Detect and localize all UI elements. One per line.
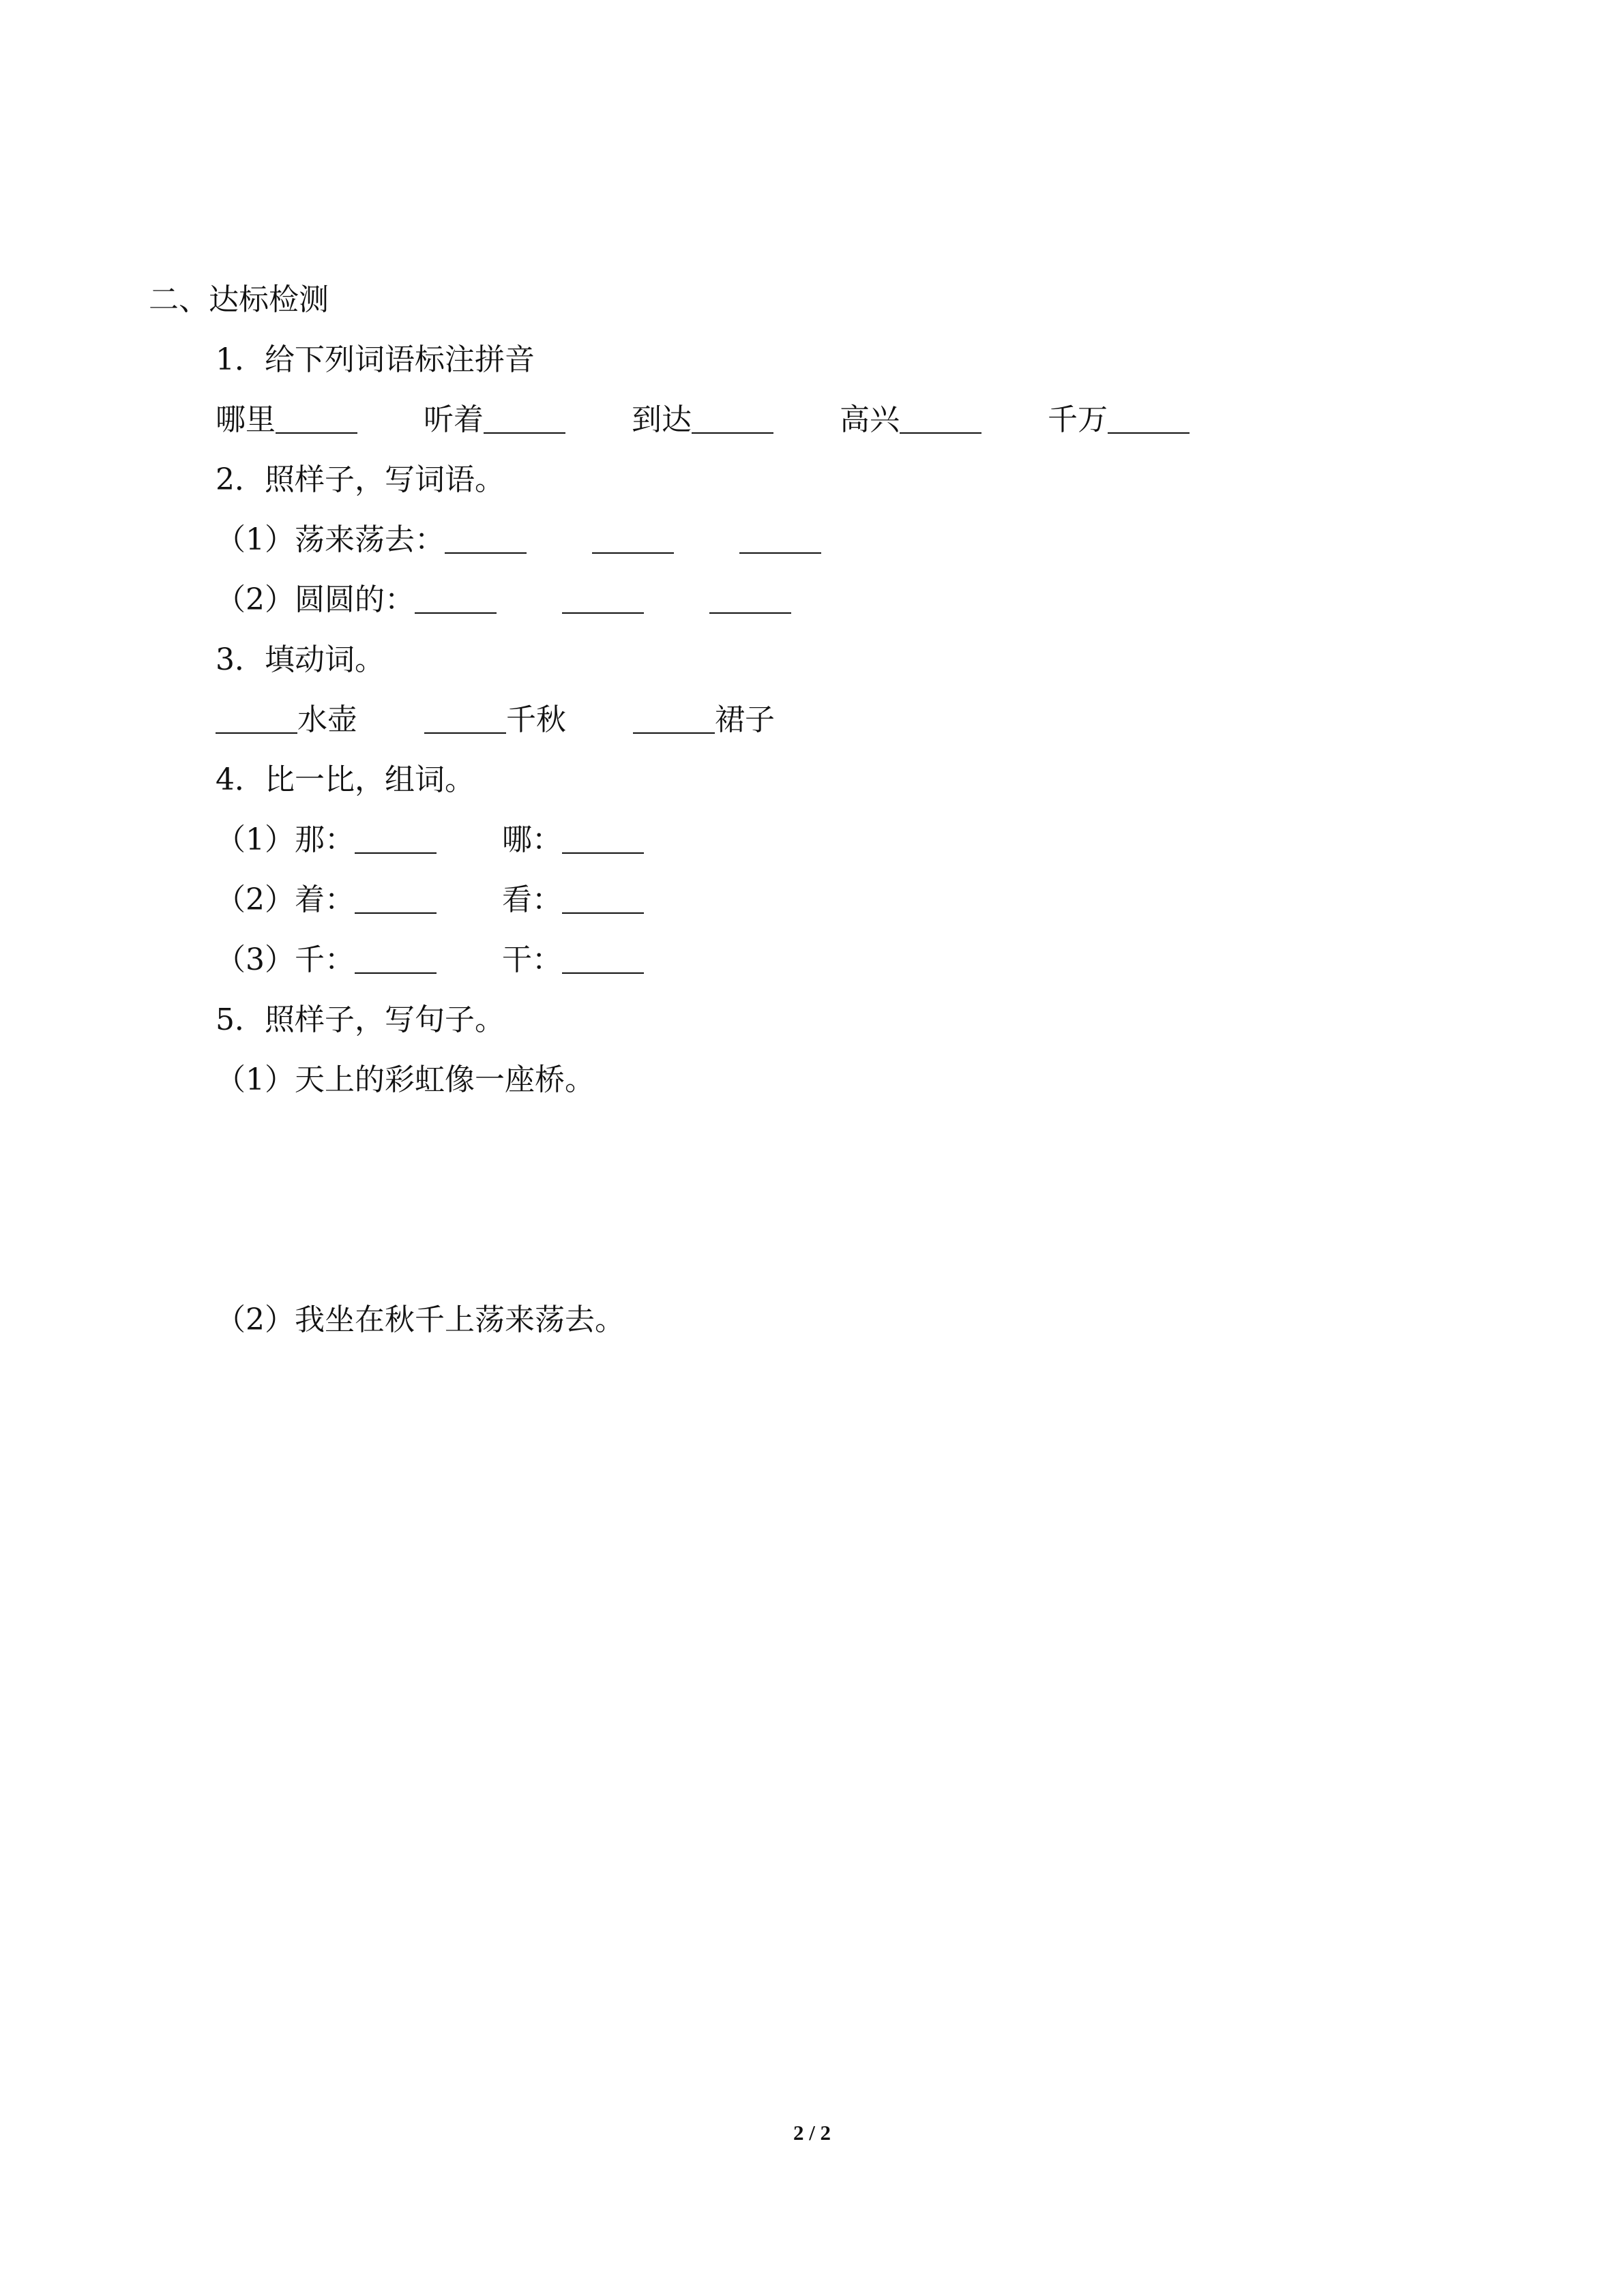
answer-blank[interactable] — [900, 432, 981, 434]
word-item — [424, 402, 565, 437]
answer-blank[interactable] — [709, 612, 791, 614]
answer-blank[interactable] — [355, 972, 437, 974]
word-item — [840, 402, 981, 437]
question-1-words — [216, 397, 1190, 435]
answer-blank[interactable] — [692, 432, 773, 434]
word-label: 哪里 — [216, 402, 276, 437]
word-label: 高兴 — [840, 402, 900, 437]
question-4-title: 4．比一比，组词。 — [216, 762, 475, 797]
answer-blank[interactable] — [562, 612, 644, 614]
char-label: （3）千： — [216, 942, 355, 977]
word-item — [632, 402, 773, 437]
answer-blank[interactable] — [216, 732, 297, 734]
answer-blank[interactable] — [355, 912, 437, 914]
question-4-row — [216, 937, 644, 975]
question-1-title: 1．给下列词语标注拼音 — [216, 342, 535, 377]
answer-blank[interactable] — [562, 972, 644, 974]
answer-blank[interactable] — [484, 432, 565, 434]
answer-blank[interactable] — [562, 852, 644, 854]
question-2-item-2 — [216, 577, 791, 615]
word-item — [1048, 402, 1190, 437]
noun-label: 水壶 — [297, 702, 357, 737]
question-3-items — [216, 697, 775, 735]
question-4-row — [216, 877, 644, 915]
word-label: 千万 — [1048, 402, 1108, 437]
word-item — [216, 402, 357, 437]
item-label: （1）荡来荡去： — [216, 522, 445, 557]
answer-blank[interactable] — [633, 732, 715, 734]
page-number: 2 / 2 — [793, 2121, 831, 2145]
section-title: 二、达标检测 — [149, 282, 329, 317]
verb-item — [424, 702, 566, 737]
question-2-title: 2．照样子，写词语。 — [216, 462, 505, 497]
answer-blank[interactable] — [415, 612, 497, 614]
answer-blank[interactable] — [424, 732, 506, 734]
question-4-row — [216, 817, 644, 855]
answer-blank[interactable] — [1108, 432, 1190, 434]
char-label: （2）着： — [216, 882, 355, 917]
word-label: 到达 — [632, 402, 692, 437]
verb-item — [633, 702, 775, 737]
char-label: 看： — [502, 882, 562, 917]
answer-blank[interactable] — [739, 552, 821, 554]
char-label: 干： — [502, 942, 562, 977]
char-label: （1）那： — [216, 822, 355, 857]
noun-label: 千秋 — [506, 702, 566, 737]
answer-blank[interactable] — [276, 432, 357, 434]
noun-label: 裙子 — [715, 702, 775, 737]
question-5-item-1: （1）天上的彩虹像一座桥。 — [216, 1062, 595, 1097]
question-5-item-2: （2）我坐在秋千上荡来荡去。 — [216, 1302, 625, 1337]
char-label: 哪： — [502, 822, 562, 857]
question-3-title: 3．填动词。 — [216, 642, 385, 677]
question-5-title: 5．照样子，写句子。 — [216, 1002, 505, 1037]
verb-item — [216, 702, 357, 737]
answer-blank[interactable] — [592, 552, 674, 554]
answer-blank[interactable] — [355, 852, 437, 854]
answer-blank[interactable] — [445, 552, 527, 554]
question-2-item-1 — [216, 517, 821, 555]
answer-blank[interactable] — [562, 912, 644, 914]
word-label: 听着 — [424, 402, 484, 437]
item-label: （2）圆圆的： — [216, 582, 415, 617]
